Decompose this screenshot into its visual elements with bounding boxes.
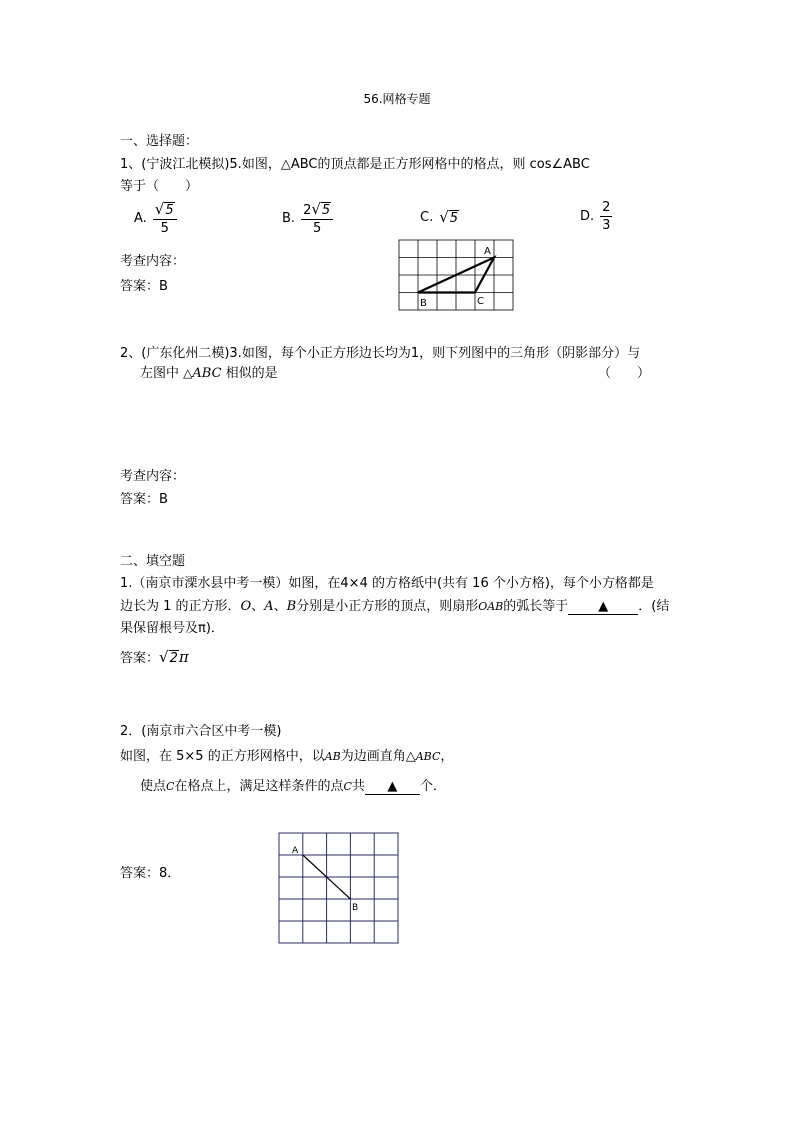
- option-d: [580, 200, 612, 233]
- separator: 、: [251, 599, 265, 614]
- fill-q2-line2-end: ，: [440, 749, 454, 764]
- option-b-label: B.: [282, 210, 296, 226]
- question-2-text-cont: [140, 362, 278, 381]
- fill-question-2-text: [120, 745, 453, 764]
- option-d-label: D.: [580, 209, 595, 224]
- option-a: [134, 200, 177, 236]
- answer-radicand: 2: [169, 651, 178, 666]
- fill-q2-line3-end: 个．: [419, 779, 446, 794]
- point-c: C: [343, 780, 352, 793]
- question-2-text: 2、(广东化州二模)3.如图，每个小正方形边长均为1，则下列图中的三角形（阴影部分）与: [120, 346, 641, 361]
- point-b-label: B: [420, 298, 427, 309]
- question-1-text: 1、(宁波江北模拟)5.如图，△ABC的顶点都是正方形网格中的格点，则 cos∠ABC: [120, 157, 590, 172]
- section-heading-fill: 二、填空题: [120, 554, 186, 569]
- fill-q2-line2-post: 为边画直角△: [340, 749, 416, 764]
- question-2-suffix: 相似的是: [225, 366, 278, 381]
- option-b-denominator: 5: [312, 221, 322, 236]
- point-a-label: A: [484, 246, 491, 257]
- triangle-abc-label: ABC: [415, 750, 441, 763]
- option-d-denominator: 3: [602, 218, 611, 233]
- point-b-label: B: [352, 903, 359, 913]
- option-c-radicand: 5: [449, 211, 459, 226]
- triangle-symbol: △: [183, 366, 193, 380]
- fill-question-1-answer: 答案：√2π: [120, 648, 189, 666]
- point-c: C: [166, 780, 175, 793]
- option-a-denominator: 5: [160, 221, 169, 236]
- answer-blank: ▲: [568, 599, 638, 615]
- option-b-fraction: $\frac{2√5}{5}$: [301, 200, 333, 236]
- option-b-coefficient: 2: [303, 203, 312, 218]
- fill-q2-line2-prefix: 如图，在 5×5 的正方形网格中，以: [120, 749, 325, 764]
- fill-question-2-text-cont: [140, 775, 446, 795]
- option-d-numerator: 2: [602, 200, 611, 215]
- fill-question-1-text-end: 果保留根号及π)．: [120, 621, 224, 636]
- fill-q2-line3-post: 共: [351, 779, 365, 794]
- question-2-content-label: 考查内容：: [120, 469, 186, 484]
- question-1-text-cont: 等于（ ）: [120, 179, 199, 194]
- point-o: O: [240, 599, 252, 614]
- point-a: A: [264, 599, 274, 614]
- option-a-fraction: $\frac{√5}{5}$: [153, 200, 177, 236]
- option-d-fraction: [600, 200, 612, 233]
- fill-q1-line2-post: 的弧长等于: [503, 599, 569, 614]
- option-c-label: C.: [420, 209, 434, 225]
- triangle-abc-label: ABC: [192, 366, 222, 381]
- fill-question-2-title: 2．(南京市六合区中考一模): [120, 724, 282, 739]
- question-1-content-label: 考查内容：: [120, 254, 186, 269]
- fill-q1-line2-end: ．(结: [638, 599, 670, 614]
- separator: 、: [273, 599, 287, 614]
- page-title: 56.网格专题: [363, 92, 431, 106]
- point-a-label: A: [292, 846, 299, 856]
- option-b-numerator: 5: [321, 203, 331, 218]
- option-b: [282, 200, 333, 236]
- fill-q2-line3-prefix: 使点: [140, 779, 167, 794]
- answer-blank: ▲: [365, 779, 420, 795]
- question-2-answer: 答案：B: [120, 492, 168, 507]
- question-1-answer: 答案：B: [120, 279, 168, 294]
- point-b: B: [286, 599, 297, 614]
- fill-question-2-answer: 答案：8．: [120, 866, 181, 881]
- pi-symbol: π: [178, 648, 189, 666]
- option-c: C. √5: [420, 208, 459, 226]
- option-a-label: A.: [134, 210, 147, 226]
- fill-q1-line2-prefix: 边长为 1 的正方形．: [120, 599, 241, 614]
- section-heading-choice: 一、选择题：: [120, 134, 199, 149]
- fill-question-1-text: 1.（南京市溧水县中考一模）如图，在4×4 的方格纸中(共有 16 个小方格)，每个小方格都是: [120, 576, 654, 591]
- point-c-label: C: [477, 296, 484, 307]
- question-2-answer-paren: （ ）: [598, 366, 651, 381]
- sector-oab: OAB: [478, 600, 504, 613]
- segment-ab-grid-figure: [278, 832, 400, 944]
- fill-q2-line3-mid: 在格点上，满足这样条件的点: [174, 779, 344, 794]
- answer-label: 答案：: [120, 651, 160, 666]
- segment-ab: AB: [324, 750, 341, 763]
- fill-q1-line2-mid: 分别是小正方形的顶点，则扇形: [296, 599, 479, 614]
- option-a-numerator: 5: [165, 203, 174, 218]
- triangle-abc-grid-figure: [397, 238, 515, 312]
- question-2-prefix: 左图中: [140, 366, 180, 381]
- fill-question-1-text-cont: [120, 595, 669, 615]
